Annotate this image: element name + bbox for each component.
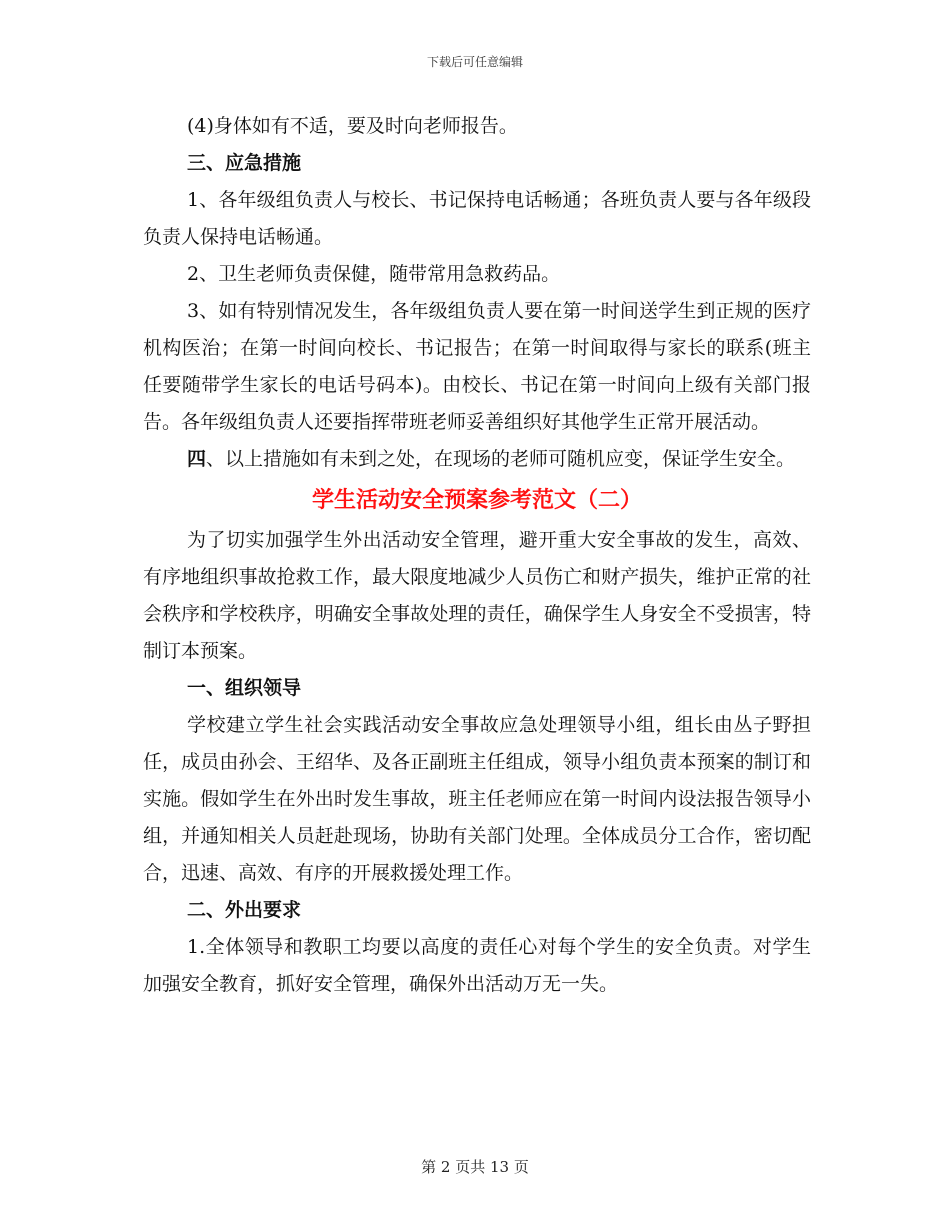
paragraph-item-4: (4)身体如有不适，要及时向老师报告。 <box>187 115 518 137</box>
emergency-item-1: 1、各年级组负责人与校长、书记保持电话畅通；各班负责人要与各年级段负责人保持电话畅通。 <box>143 189 811 248</box>
section-4-paragraph <box>143 441 811 478</box>
emergency-item-2: 2、卫生老师负责保健，随带常用急救药品。 <box>187 263 561 285</box>
page-header-note: 下载后可任意编辑 <box>426 55 523 69</box>
section-4-lead: 四 <box>187 448 207 470</box>
intro-paragraph: 为了切实加强学生外出活动安全管理，避开重大安全事故的发生，高效、有序地组织事故抢救工作，最大限度地减少人员伤亡和财产损失，维护正常的社会秩序和学校秩序，明确安全事故处理的责任，确保学生人身安全不受损害，特制订本预案。 <box>143 529 811 662</box>
section-heading-organization: 一、组织领导 <box>187 677 302 699</box>
document-body <box>143 108 811 1003</box>
section-heading-outing-requirements: 二、外出要求 <box>187 899 302 921</box>
emergency-item-3: 3、如有特别情况发生，各年级组负责人要在第一时间送学生到正规的医疗机构医治；在第一时间向校长、书记报告；在第一时间取得与家长的联系(班主任要随带学生家长的电话号码本)。由校长、书记在第一时间向上级有关部门报告。各年级组负责人还要指挥带班老师妥善组织好其他学生正常开展活动。 <box>143 300 811 433</box>
document-title: 学生活动安全预案参考范文（二） <box>311 488 642 513</box>
organization-paragraph: 学校建立学生社会实践活动安全事故应急处理领导小组，组长由丛子野担任，成员由孙会、王绍华、及各正副班主任组成，领导小组负责本预案的制订和实施。假如学生在外出时发生事故，班主任老师应在第一时间内设法报告领导小组，并通知相关人员赶赴现场，协助有关部门处理。全体成员分工合作，密切配合，迅速、高效、有序的开展救援处理工作。 <box>143 714 811 884</box>
section-4-text: 、以上措施如有未到之处，在现场的老师可随机应变，保证学生安全。 <box>206 448 796 470</box>
page-number: 第 2 页共 13 页 <box>421 1158 529 1176</box>
outing-requirement-1: 1.全体领导和教职工均要以高度的责任心对每个学生的安全负责。对学生加强安全教育，抓好安全管理，确保外出活动万无一失。 <box>143 936 811 995</box>
section-heading-emergency: 三、应急措施 <box>187 152 302 174</box>
